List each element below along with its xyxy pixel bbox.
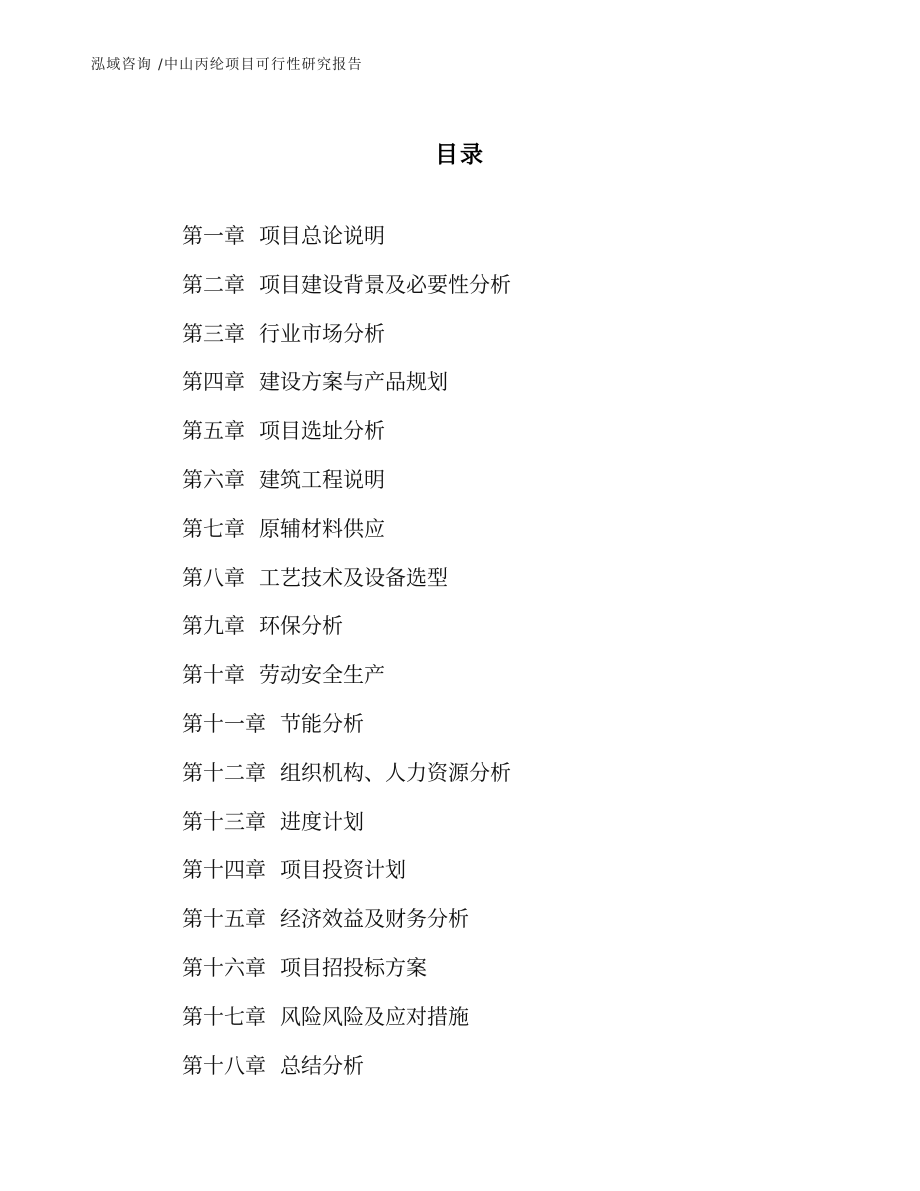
running-header: 泓域咨询 /中山丙纶项目可行性研究报告 <box>91 57 363 73</box>
toc-chapter-number: 第十四章 <box>182 858 266 883</box>
toc-chapter-number: 第四章 <box>182 370 245 395</box>
toc-entry-8[interactable] <box>182 564 511 613</box>
toc-entry-2[interactable] <box>182 271 511 320</box>
toc-chapter-title: 建筑工程说明 <box>259 467 385 492</box>
toc-entry-3[interactable] <box>182 320 511 369</box>
toc-chapter-title: 原辅材料供应 <box>259 516 385 541</box>
toc-title: 目录 <box>435 142 485 168</box>
toc-entry-5[interactable] <box>182 417 511 466</box>
toc-chapter-title: 建设方案与产品规划 <box>259 370 448 395</box>
toc-chapter-title: 项目总论说明 <box>259 224 385 248</box>
toc-chapter-title: 经济效益及财务分析 <box>280 907 469 932</box>
toc-chapter-number: 第十五章 <box>182 907 266 932</box>
toc-chapter-number: 第一章 <box>182 224 245 248</box>
toc-entry-16[interactable] <box>182 954 511 1003</box>
toc-chapter-number: 第二章 <box>182 272 245 297</box>
toc-entry-4[interactable] <box>182 368 511 417</box>
toc-entry-15[interactable] <box>182 905 511 954</box>
toc-chapter-title: 劳动安全生产 <box>259 663 385 688</box>
toc-entry-1[interactable] <box>182 222 511 271</box>
toc-chapter-number: 第九章 <box>182 614 245 639</box>
toc-entry-12[interactable] <box>182 759 511 808</box>
toc-entry-11[interactable] <box>182 710 511 759</box>
toc-entry-6[interactable] <box>182 466 511 515</box>
toc-entry-10[interactable] <box>182 661 511 710</box>
toc-chapter-title: 节能分析 <box>280 711 364 736</box>
toc-chapter-number: 第十八章 <box>182 1053 266 1078</box>
toc-chapter-title: 风险风险及应对措施 <box>280 1004 469 1029</box>
toc-chapter-title: 进度计划 <box>280 809 364 834</box>
toc-entry-9[interactable] <box>182 612 511 661</box>
toc-chapter-number: 第六章 <box>182 467 245 492</box>
toc-chapter-number: 第十六章 <box>182 955 266 980</box>
toc-chapter-title: 组织机构、人力资源分析 <box>280 760 511 785</box>
toc-chapter-title: 总结分析 <box>280 1053 364 1078</box>
toc-chapter-title: 项目选址分析 <box>259 419 385 444</box>
toc-chapter-title: 项目建设背景及必要性分析 <box>259 272 511 297</box>
toc-chapter-title: 工艺技术及设备选型 <box>259 565 448 590</box>
toc-chapter-number: 第十一章 <box>182 711 266 736</box>
toc-chapter-number: 第十七章 <box>182 1004 266 1029</box>
toc-chapter-number: 第十二章 <box>182 760 266 785</box>
toc-entry-7[interactable] <box>182 515 511 564</box>
toc-chapter-title: 项目招投标方案 <box>280 955 427 980</box>
toc-chapter-number: 第五章 <box>182 419 245 444</box>
toc-entry-17[interactable] <box>182 1003 511 1052</box>
toc-entry-13[interactable] <box>182 808 511 857</box>
toc-entry-18[interactable] <box>182 1052 511 1101</box>
toc-chapter-number: 第八章 <box>182 565 245 590</box>
toc-chapter-title: 行业市场分析 <box>259 321 385 346</box>
toc-chapter-number: 第十章 <box>182 663 245 688</box>
toc-chapter-title: 项目投资计划 <box>280 858 406 883</box>
toc-chapter-number: 第十三章 <box>182 809 266 834</box>
table-of-contents <box>182 222 511 1100</box>
toc-chapter-title: 环保分析 <box>259 614 343 639</box>
toc-chapter-number: 第七章 <box>182 516 245 541</box>
toc-entry-14[interactable] <box>182 856 511 905</box>
toc-chapter-number: 第三章 <box>182 321 245 346</box>
